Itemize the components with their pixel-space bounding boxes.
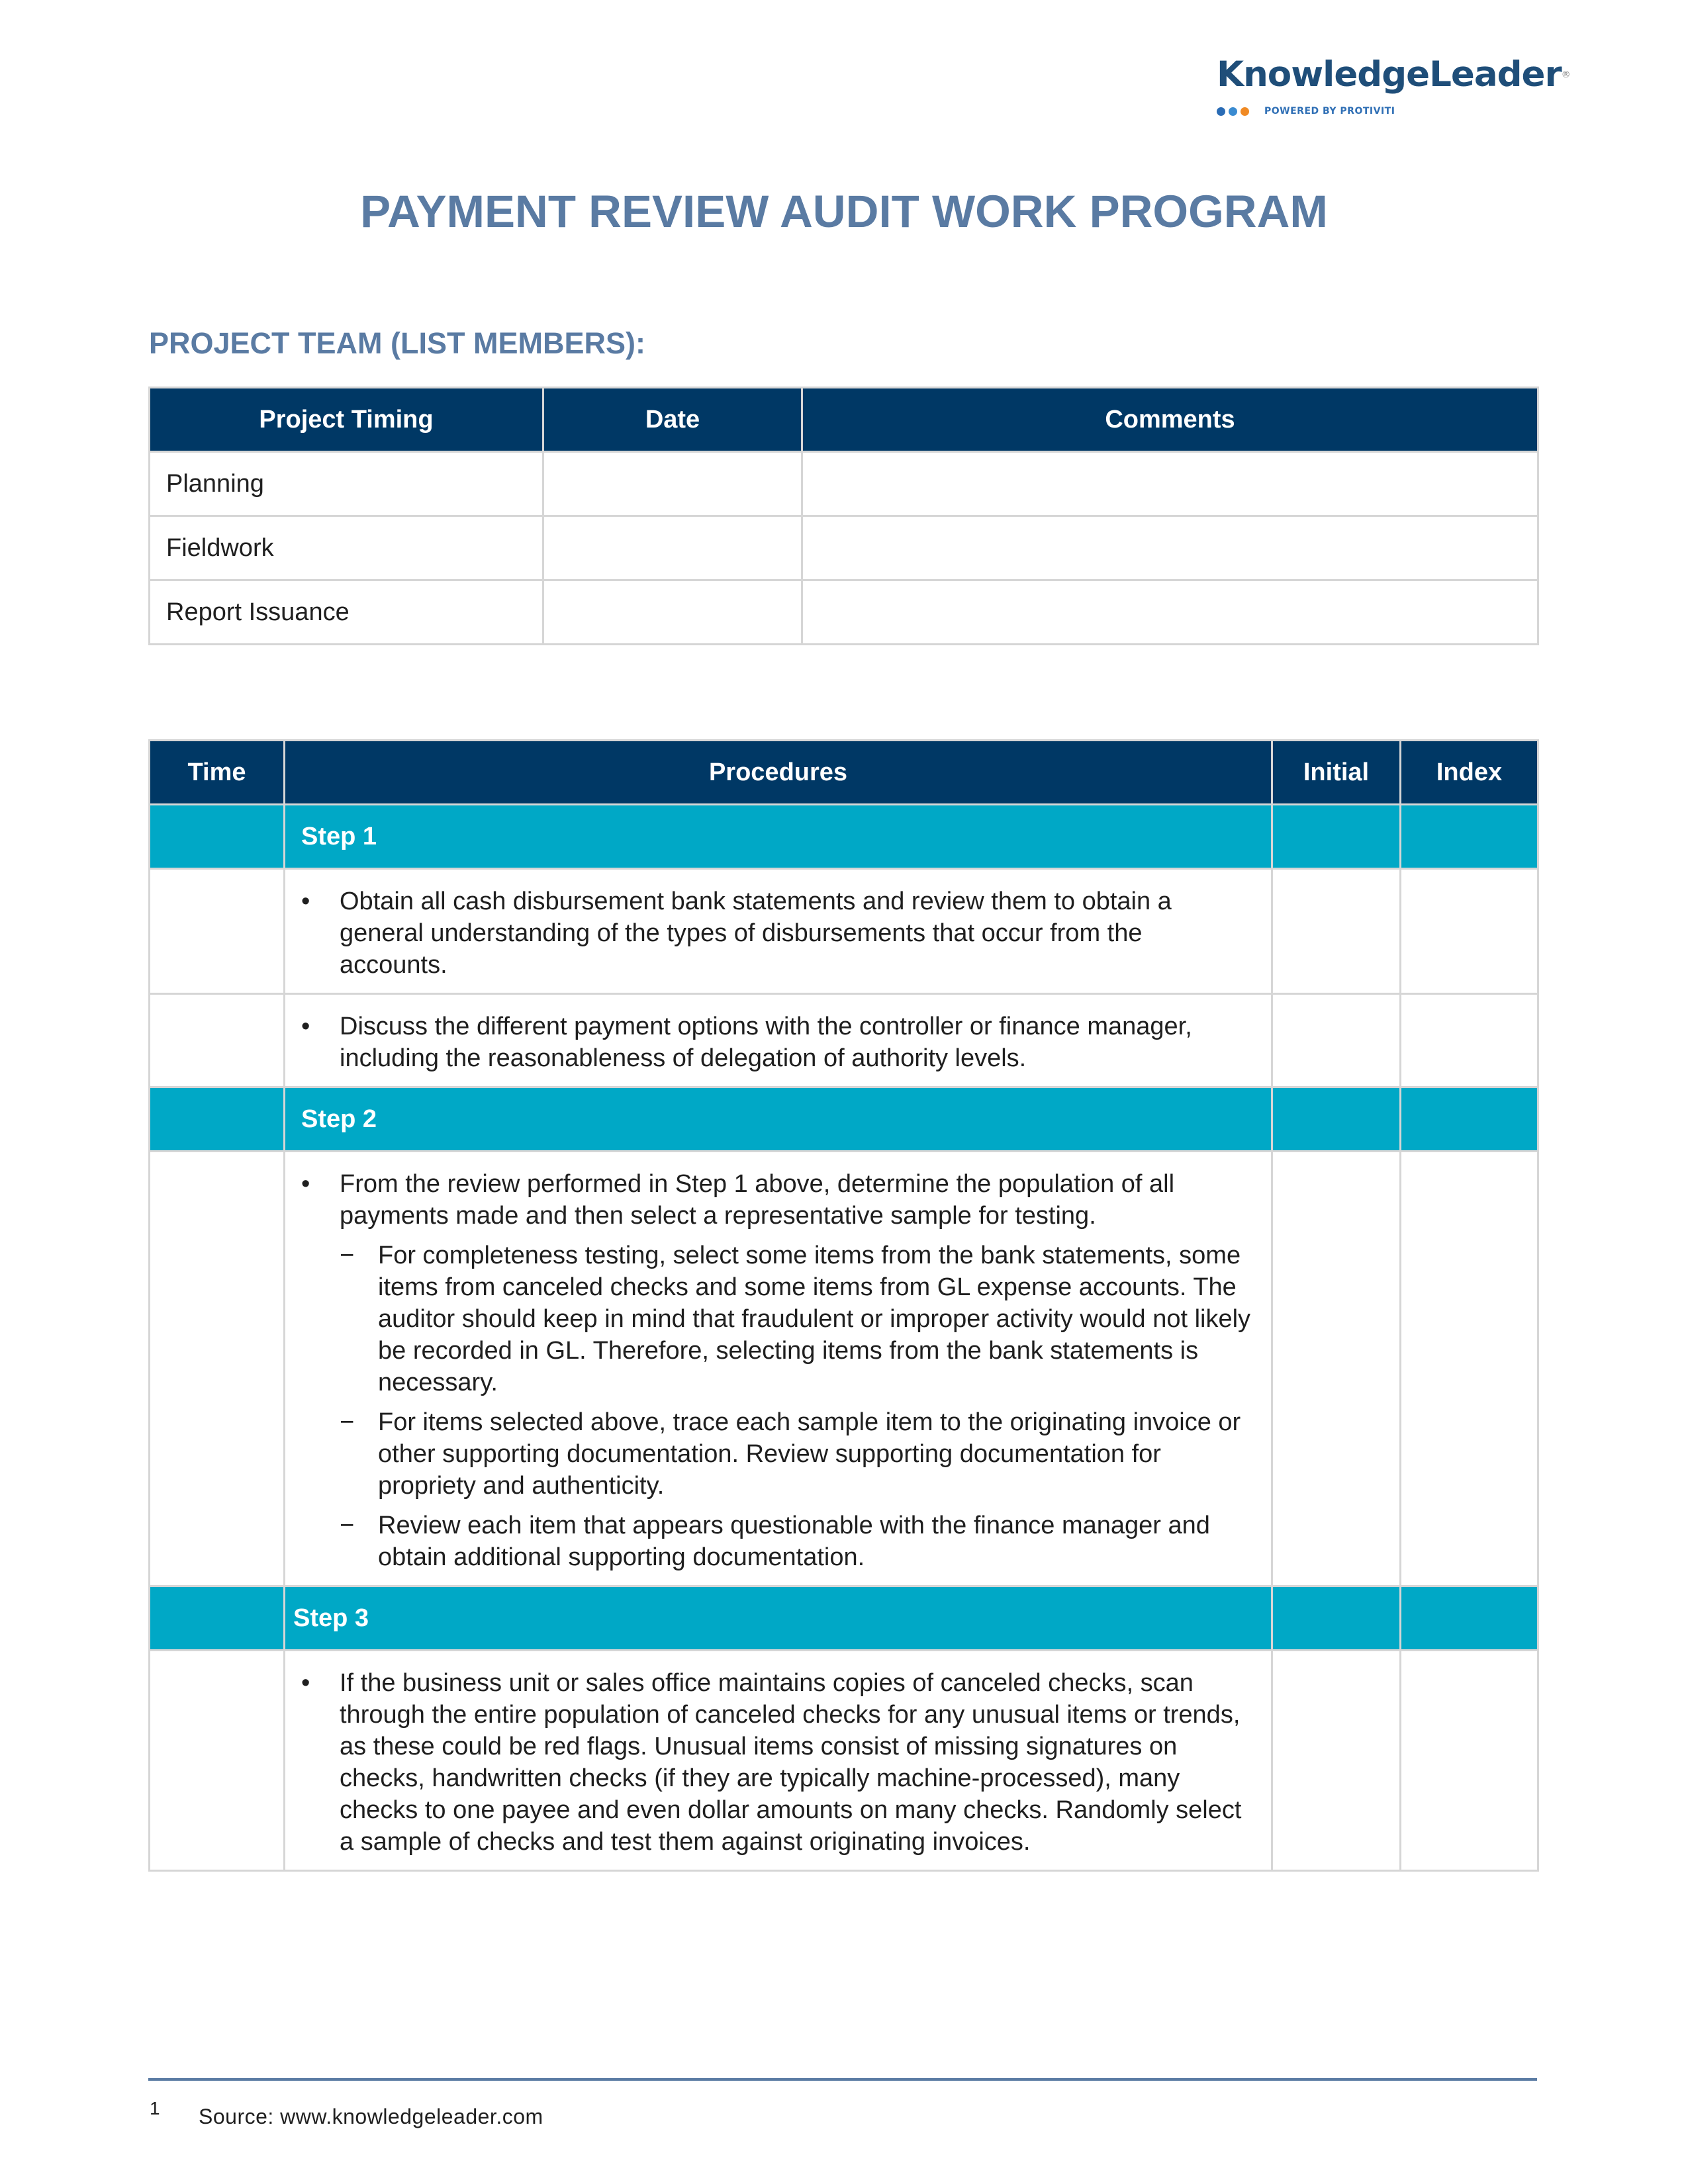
procedure-bullet: • If the business unit or sales office maintains copies of canceled checks, scan through the entire population of canceled checks for any unusual items or trends, as these could be red flags. Unusual items consist of missing signatures on checks, handwritten checks (if they are typically machine-processed), many checks to one payee and even dollar amounts on many checks. Randomly select a sample of checks and test them against originating invoices.: [301, 1669, 1242, 1856]
time-cell[interactable]: [150, 1651, 285, 1871]
date-cell[interactable]: [543, 580, 802, 645]
index-cell[interactable]: [1401, 1087, 1538, 1152]
initial-cell[interactable]: [1272, 1087, 1401, 1152]
registered-mark: ®: [1561, 69, 1571, 80]
procedures-table: [148, 739, 1539, 1872]
procedure-cell: [285, 994, 1272, 1087]
source-line: Source: www.knowledgeleader.com: [199, 2105, 543, 2128]
timing-cell: Planning: [150, 452, 543, 516]
table-row: [150, 516, 1538, 580]
step-row: [150, 805, 1538, 869]
logo-wordmark: KnowledgeLeader®: [1217, 54, 1571, 95]
header-index: Index: [1401, 741, 1538, 805]
initial-cell[interactable]: [1272, 1152, 1401, 1586]
project-timing-table: [148, 387, 1539, 645]
step-label: Step 1: [285, 805, 1272, 869]
header-project-timing: Project Timing: [150, 388, 543, 452]
procedure-bullet: • From the review performed in Step 1 above, determine the population of all payments made and then select a representative sample for testing.: [301, 1170, 1175, 1230]
comments-cell[interactable]: [802, 516, 1538, 580]
step-row: [150, 1087, 1538, 1152]
index-cell[interactable]: [1401, 805, 1538, 869]
header-procedures: Procedures: [285, 741, 1272, 805]
comments-cell[interactable]: [802, 580, 1538, 645]
initial-cell[interactable]: [1272, 869, 1401, 994]
time-cell[interactable]: [150, 869, 285, 994]
procedure-subitem: − For items selected above, trace each sample item to the originating invoice or other supporting documentation. Review supporting documentation for propriety and authenticity.: [340, 1408, 1241, 1500]
initial-cell[interactable]: [1272, 1651, 1401, 1871]
logo-tagline: POWERED BY PROTIVITI: [1264, 106, 1395, 116]
knowledgeleader-logo: [1217, 54, 1571, 118]
index-cell[interactable]: [1401, 994, 1538, 1087]
procedure-subitem: − For completeness testing, select some items from the bank statements, some items from canceled checks and some items from GL expense accounts. The auditor should keep in mind that fraudulent or improper activity would not likely be recorded in GL. Therefore, selecting items from the bank statements is necessary.: [340, 1242, 1251, 1396]
date-cell[interactable]: [543, 516, 802, 580]
initial-cell[interactable]: [1272, 994, 1401, 1087]
procedure-row: [150, 1651, 1538, 1871]
logo-dot-icon: [1241, 107, 1249, 116]
project-team-heading: PROJECT TEAM (LIST MEMBERS):: [149, 326, 645, 360]
footer-divider: [148, 2078, 1537, 2081]
step-row: [150, 1586, 1538, 1651]
logo-dot-icon: [1229, 107, 1237, 116]
procedure-bullet: • Discuss the different payment options with the controller or finance manager, including the reasonableness of delegation of authority levels.: [301, 1013, 1192, 1072]
time-cell[interactable]: [150, 994, 285, 1087]
comments-cell[interactable]: [802, 452, 1538, 516]
index-cell[interactable]: [1401, 1586, 1538, 1651]
date-cell[interactable]: [543, 452, 802, 516]
table-row: [150, 452, 1538, 516]
index-cell[interactable]: [1401, 1152, 1538, 1586]
procedure-subitem: − Review each item that appears questionable with the finance manager and obtain additional supporting documentation.: [340, 1512, 1210, 1571]
procedure-bullet: • Obtain all cash disbursement bank statements and review them to obtain a general understanding of the types of disbursements that occur from the accounts.: [301, 887, 1172, 979]
header-date: Date: [543, 388, 802, 452]
time-cell[interactable]: [150, 1152, 285, 1586]
procedure-cell: [285, 1152, 1272, 1586]
logo-tagline-row: [1217, 105, 1536, 118]
index-cell[interactable]: [1401, 869, 1538, 994]
logo-dot-icon: [1217, 107, 1225, 116]
initial-cell[interactable]: [1272, 805, 1401, 869]
table-row: [150, 580, 1538, 645]
header-initial: Initial: [1272, 741, 1401, 805]
initial-cell[interactable]: [1272, 1586, 1401, 1651]
page-number: 1: [150, 2098, 160, 2118]
step-label: Step 2: [285, 1087, 1272, 1152]
procedure-cell: [285, 869, 1272, 994]
procedure-row: [150, 869, 1538, 994]
header-comments: Comments: [802, 388, 1538, 452]
time-cell[interactable]: [150, 1087, 285, 1152]
procedure-row: [150, 994, 1538, 1087]
timing-header-row: [150, 388, 1538, 452]
procedure-cell: [285, 1651, 1272, 1871]
time-cell[interactable]: [150, 805, 285, 869]
index-cell[interactable]: [1401, 1651, 1538, 1871]
timing-cell: Fieldwork: [150, 516, 543, 580]
document-title: PAYMENT REVIEW AUDIT WORK PROGRAM: [360, 186, 1328, 237]
header-time: Time: [150, 741, 285, 805]
procedures-header-row: [150, 741, 1538, 805]
time-cell[interactable]: [150, 1586, 285, 1651]
timing-cell: Report Issuance: [150, 580, 543, 645]
procedure-row: [150, 1152, 1538, 1586]
step-label: Step 3: [285, 1586, 1272, 1651]
